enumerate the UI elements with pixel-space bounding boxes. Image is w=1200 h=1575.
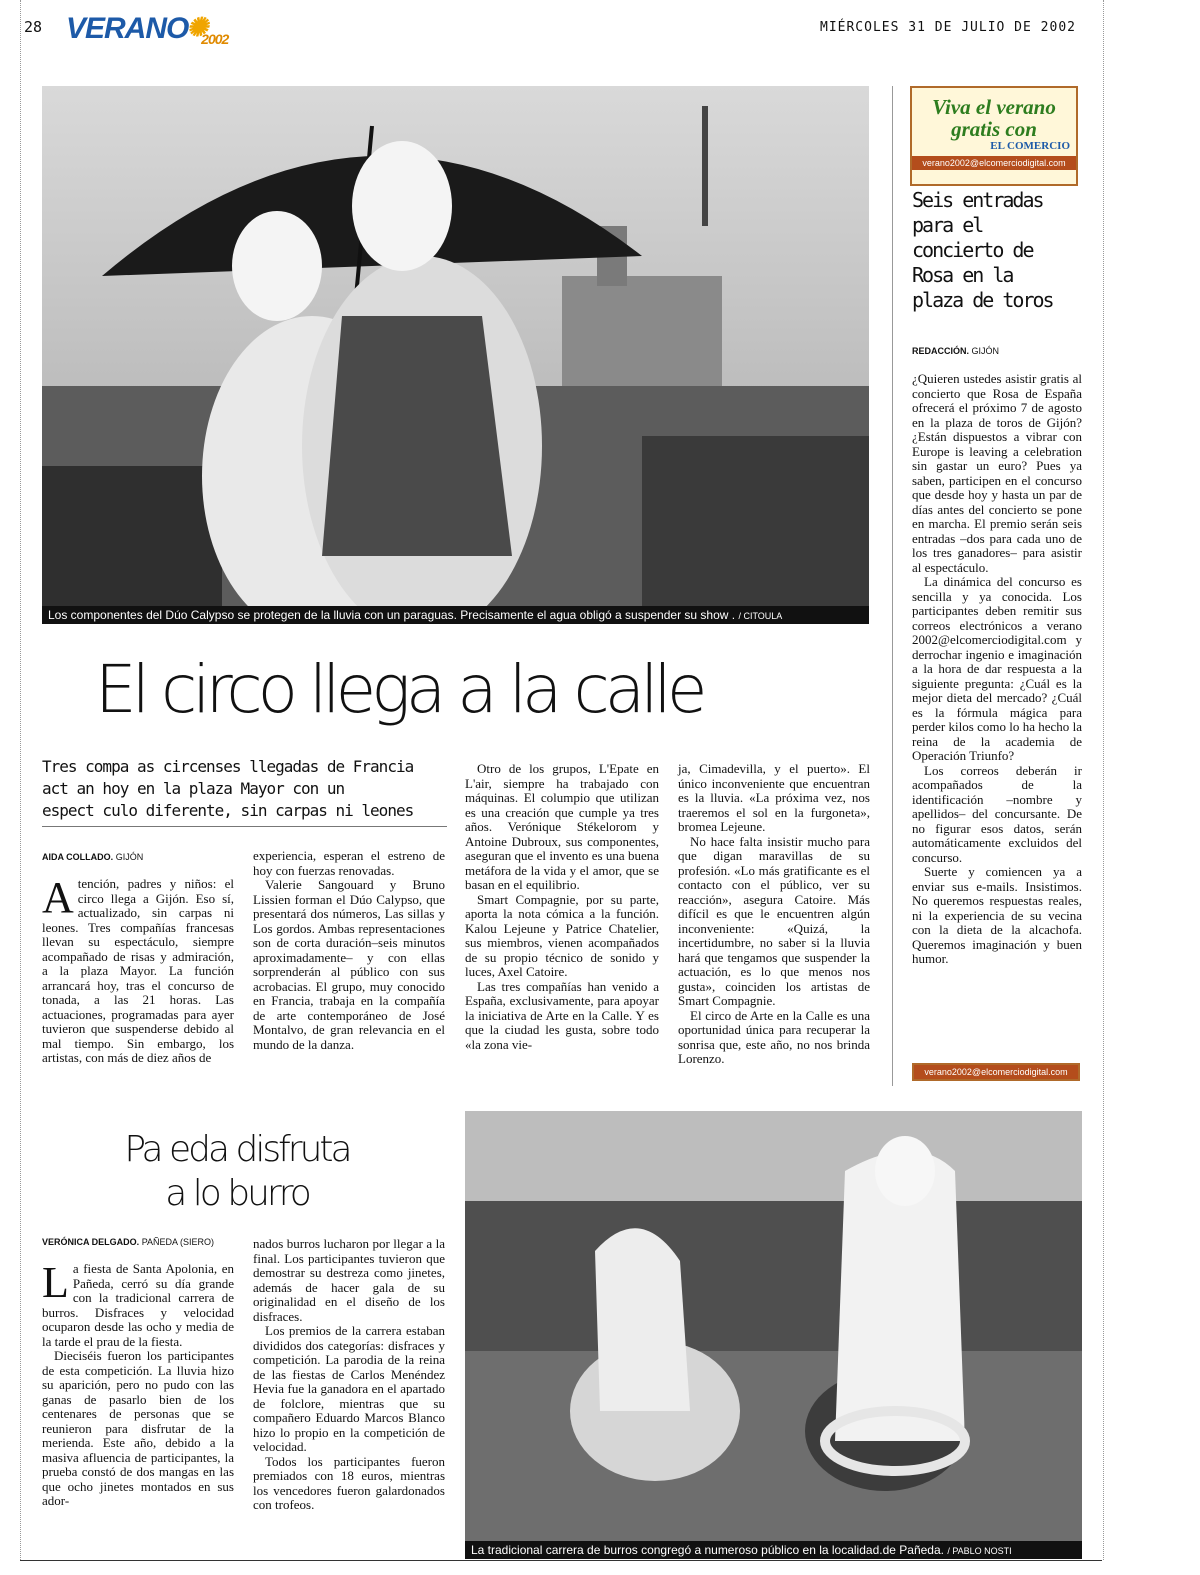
paragraph: Smart Compagnie, por su parte, aporta la nota cómica a la función. Kalou Lejeune y Patrice Chatelier, sus miembros, vienen acompañados de su propio técnico de sonido y luces, Axel Catoire. [465,891,659,979]
paragraph: Otro de los grupos, L'Epate en L'air, siempre ha trabajado con máquinas. El columpio que utilizan es una creación que cumple ya tres años. Verónique Stékelorom y Antoine Dubroux, sus componentes, aseguran que el invento es una buena metáfora de la vida y el amor, que se basan en el equilibrio. [465,761,659,892]
byline-name: AIDA COLLADO. [42,852,114,862]
headline-line: concierto de [912,238,1033,262]
byline-name: REDACCIÓN. [912,346,970,356]
caption-text: La tradicional carrera de burros congregó a numeroso público en la localidad.de Pañeda. [471,1543,944,1557]
paragraph: ja, Cimadevilla, y el puerto». El único inconveniente que encuentran es la lluvia. «La próxima vez, nos traeremos el sol en la furgoneta», bromea Lejeune. [678,761,870,834]
headline-line: Rosa en la [912,263,1013,287]
paragraph: El circo de Arte en la Calle es una oportunidad única para recuperar la sonrisa que, este año, no nos brinda Lorenzo. [678,1007,870,1066]
paragraph: Los premios de la carrera estaban divididos dos categorías: disfraces y competición. La parodia de la reina de las fiestas de Carlos Menéndez Hevia fue la ganadora en el apartado de folclore, mientras que su compañero Eduardo Marcos Blanco hizo lo propio en la competición de velocidad. [253,1323,445,1454]
main-byline [42,852,143,862]
main-col-2 [253,849,445,1052]
paragraph: Suerte y comiencen ya a enviar sus e-mails. Insistimos. No queremos respuestas reales, ni la experiencia de su vecina con la dieta de la alcachofa. Queremos imaginación y buen humor. [912,864,1082,966]
deck-line: act an hoy en la plaza Mayor con un [42,779,345,798]
caption-text: Los componentes del Dúo Calypso se protegen de la lluvia con un paraguas. Precisamente el agua obligó a suspender su show . [48,608,736,622]
main-deck [42,756,447,822]
byline-place: PAÑEDA (SIERO) [141,1237,215,1247]
paragraph: La dinámica del concurso es sencilla y ya conocida. Los participantes deben remitir sus correos electrónicos a verano 2002@elcomerciodigital.com y derrochar ingenio e imaginación a la hora de dar respuesta a la siguiente pregunta: ¿Cuál es la mejor dieta del mercado? ¿Cuál es la fórmula mágica para perder kilos como lo ha hecho la reina de la academia de Operación Triunfo? [912,574,1082,763]
deck-rule [42,826,447,827]
paragraph [42,1258,234,1349]
promo-brand: EL COMERCIO [990,140,1070,152]
main-col-3 [465,762,659,1052]
paragraph: Las tres compañías han venido a España, exclusivamente, para apoyar la iniciativa de Arte en la Calle. Y es que la ciudad les gusta, sobre todo «la zona vie- [465,978,659,1052]
promo-line-1: Viva el verano [932,95,1056,119]
paragraph: Los correos deberán ir acompañados de la identificación –nombre y apellidos– del concursante. De no figurar esos datos, serán automáticamente excluidos del concurso. [912,762,1082,865]
deck-line: Tres compa as circenses llegadas de Francia [42,757,414,776]
byline-place: GIJÓN [971,346,1000,356]
sun-icon: ✺ [186,12,208,42]
paragraph: Valerie Sangouard y Bruno Lissien forman el Dúo Calypso, que presentará dos números, Las sillas y Los gordos. Ambas representaciones son de corta duración–seis minutos aproximadamente– y con ellas sorprenderán al público con sus acrobacias. El grupo, muy conocido en Francia, trabaja en la compañía de arte contemporáneo de José Montalvo, de gran relevancia en el mundo de la danza. [253,877,445,1052]
main-col-1-text: tención, padres y niños: el circo llega a Gijón. Eso sí, actualizado, sin carpas ni leones. Tres compañías francesas llevan su espectáculo, siempre acompañado de risas y admiración, a la plaza Mayor. La función arrancará hoy, tras el concurso de tonada, a las 21 horas. Las actuaciones, programadas para ayer tuvieron que suspenderse debido al mal tiempo. Sin embargo, los artistas, con más de diez años de [42,876,234,1065]
deck-line: espect culo diferente, sin carpas ni leones [42,801,414,820]
main-headline: El circo llega a la calle [95,651,703,728]
clowns-umbrella-image [42,86,869,606]
top-photo-caption [42,606,869,624]
byline-place: GIJÓN [115,852,144,862]
headline-line: Pa eda disfruta [124,1129,350,1170]
section-name: VERANO [66,12,189,45]
headline-line: para el [912,213,983,237]
sidebar-headline [912,188,1087,313]
bottom-rule [20,1560,1102,1561]
headline-line: plaza de toros [912,288,1053,312]
sidebar-rule [892,86,893,1086]
dateline: MIÉRCOLES 31 DE JULIO DE 2002 [820,20,1076,35]
donkey-photo-caption [465,1541,1082,1559]
paragraph: experiencia, esperan el estreno de hoy con fuerzas renovadas. [253,848,445,878]
second-col-2 [253,1237,445,1513]
paragraph: No hace falta insistir mucho para que digan maravillas de su profesión. «Lo más gratificante es el contacto con el público, ver su reacción», asegura Catoire. Más difícil es que le encuentren algún inconveniente: «Quizá, la incertidumbre, no saber si la lluvia hará que tengamos que suspender la actuación, es lo que menos nos gusta», coinciden los artistas de Smart Compagnie. [678,833,870,1008]
headline-line: a lo burro [165,1173,309,1214]
donkey-race-photo [465,1111,1082,1541]
photo-credit: / PABLO NOSTI [947,1546,1012,1556]
second-headline [42,1128,432,1216]
page-number: 28 [24,18,43,36]
dropcap: L [42,1258,69,1307]
paragraph: Dieciséis fueron los participantes de esta competición. La lluvia hizo su aparición, pero no pudo con las ganas de pasarlo bien de los centenares de personas que se reunieron para disfrutar de la merienda. Este año, debido a la masiva afluencia de participantes, la prueba constó de dos mangas en las que ocho jinetes montados en sus ador- [42,1348,234,1508]
sidebar-body [912,372,1082,967]
byline-name: VERÓNICA DELGADO. [42,1237,140,1247]
promo-line-2: gratis con [951,117,1037,141]
headline-line: Seis entradas [912,188,1043,212]
sidebar-footer-email: verano2002@elcomerciodigital.com [912,1063,1080,1081]
dropcap: A [42,873,74,922]
sidebar-byline [912,346,999,356]
paragraph-text: a fiesta de Santa Apolonia, en Pañeda, cerró su día grande con la tradicional carrera de burros. Disfraces y velocidad ocuparon desde las ocho y media de la tarde el prau de la fiesta. [42,1261,234,1349]
paragraph: ¿Quieren ustedes asistir gratis al concierto que Rosa de España ofrecerá el próximo 7 de agosto en la plaza de toros de Gijón? ¿Están dispuestos a vibrar con Europe is leaving a celebration sin gastar un euro? Pues ya saben, participen en el concurso que desde hoy y hasta un par de días antes del concierto se pone en marcha. El premio serán seis entradas –dos para cada uno de los tres ganadores– para asistir al espectáculo. [912,371,1082,575]
photo-credit: / CITOULA [738,611,783,621]
main-col-4 [678,762,870,1067]
paragraph: nados burros lucharon por llegar a la final. Los participantes tuvieron que demostrar su destreza como jinetes, además de hacer gala de su originalidad en el diseño de los disfraces. [253,1236,445,1324]
promo-email: verano2002@elcomerciodigital.com [912,156,1076,170]
main-col-1 [42,873,234,1066]
donkey-race-image [465,1111,1082,1541]
second-col-1 [42,1258,234,1509]
top-photo [42,86,869,606]
section-logo [66,12,228,47]
section-year: 2002 [201,31,229,47]
second-byline [42,1237,214,1247]
paragraph: Todos los participantes fueron premiados con 18 euros, mientras los vencedores fueron galardonados con trofeos. [253,1453,445,1512]
promo-box [910,86,1078,186]
